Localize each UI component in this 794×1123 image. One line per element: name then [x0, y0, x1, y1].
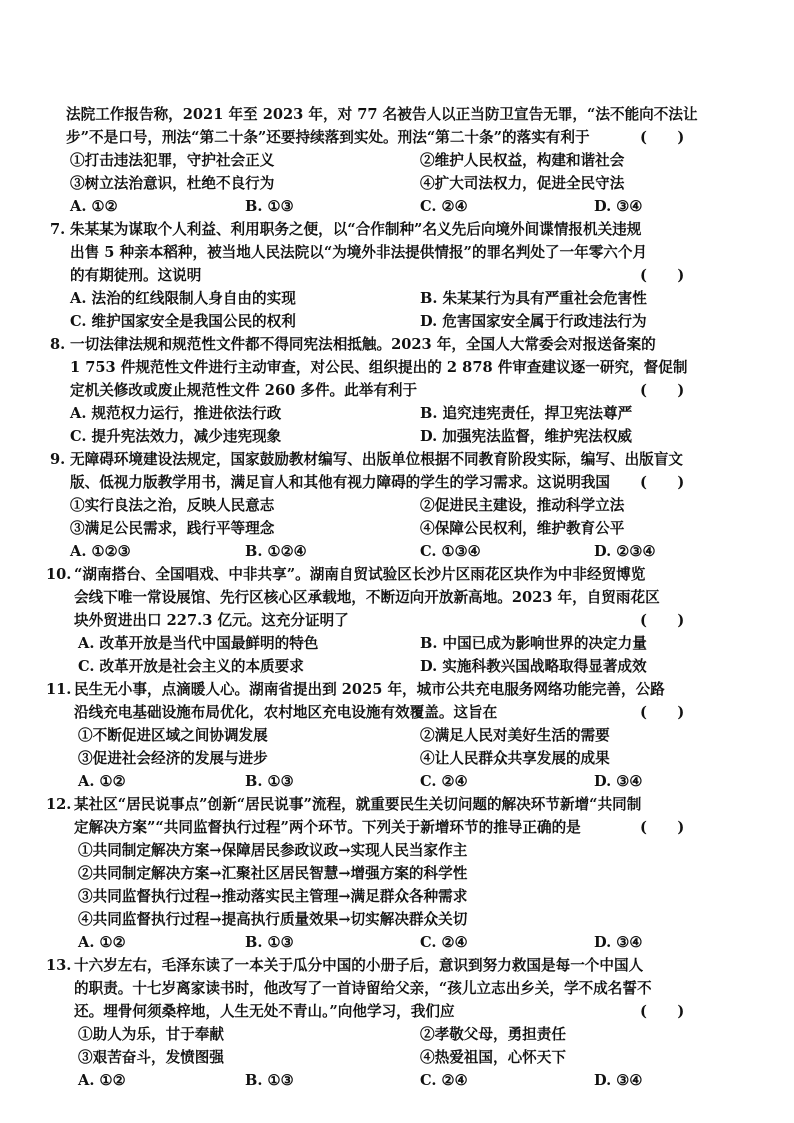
q12-item-4: ④共同监督执行过程→提高执行质量效果→切实解决群众关切 [78, 911, 468, 928]
q12-answer-paren: ( ) [640, 819, 685, 836]
q7-line-1: 朱某某为谋取个人利益、利用职务之便，以“合作制种”名义先后向境外间谍情报机关违规 [70, 221, 642, 238]
q13-number: 13. [46, 957, 72, 974]
q10-option-c: C. 改革开放是社会主义的本质要求 [78, 658, 304, 675]
q10-option-b: B. 中国已成为影响世界的决定力量 [420, 635, 647, 652]
q8-line-2: 1 753 件规范性文件进行主动审查，对公民、组织提出的 2 878 件审查建议逐一研究，督促制 [70, 359, 688, 376]
q7-option-c: C. 维护国家安全是我国公民的权利 [70, 313, 296, 330]
q12-line-1: 某社区“居民说事点”创新“居民说事”流程，就重要民生关切问题的解决环节新增“共同制 [74, 796, 642, 813]
q12-choice-b: B. ①③ [245, 934, 294, 951]
q9-line-1: 无障碍环境建设法规定，国家鼓励教材编写、出版单位根据不同教育阶段实际，编写、出版盲文 [70, 451, 683, 468]
q13-answer-paren: ( ) [640, 1003, 685, 1020]
q9-item-4: ④保障公民权利，维护教育公平 [420, 520, 625, 537]
q10-line-1: “湖南搭台、全国唱戏、中非共享”。湖南自贸试验区长沙片区雨花区块作为中非经贸博览 [74, 566, 646, 583]
q13-choice-b: B. ①③ [245, 1072, 294, 1089]
q12-item-3: ③共同监督执行过程→推动落实民主管理→满足群众各种需求 [78, 888, 468, 905]
q11-line-2: 沿线充电基础设施布局优化，农村地区充电设施有效覆盖。这旨在 [74, 704, 498, 721]
q11-item-4: ④让人民群众共享发展的成果 [420, 750, 610, 767]
q10-line-2: 会线下唯一常设展馆、先行区核心区承载地，不断迈向开放新高地。2023 年，自贸雨花区 [74, 589, 660, 606]
q12-item-2: ②共同制定解决方案→汇聚社区居民智慧→增强方案的科学性 [78, 865, 468, 882]
q8-line-1: 一切法律法规和规范性文件都不得同宪法相抵触。2023 年，全国人大常委会对报送备案的 [70, 336, 656, 353]
q11-item-3: ③促进社会经济的发展与进步 [78, 750, 268, 767]
q10-option-d: D. 实施科教兴国战略取得显著成效 [420, 658, 647, 675]
q9-item-2: ②促进民主建设，推动科学立法 [420, 497, 625, 514]
q12-item-1: ①共同制定解决方案→保障居民参政议政→实现人民当家作主 [78, 842, 468, 859]
q12-line-2: 定解决方案”“共同监督执行过程”两个环节。下列关于新增环节的推导正确的是 [74, 819, 581, 836]
q11-item-1: ①不断促进区域之间协调发展 [78, 727, 268, 744]
q10-option-a: A. 改革开放是当代中国最鲜明的特色 [78, 635, 319, 652]
q9-choice-b: B. ①②④ [245, 543, 307, 560]
q13-item-1: ①助人为乐，甘于奉献 [78, 1026, 224, 1043]
q12-number: 12. [46, 796, 72, 813]
q6-item-2: ②维护人民权益，构建和谐社会 [420, 152, 625, 169]
q7-line-2: 出售 5 种亲本稻种，被当地人民法院以“为境外非法提供情报”的罪名判处了一年零六个月 [70, 244, 648, 261]
q13-item-4: ④热爱祖国，心怀天下 [420, 1049, 566, 1066]
q11-choice-c: C. ②④ [420, 773, 468, 790]
q11-item-2: ②满足人民对美好生活的需要 [420, 727, 610, 744]
q6-item-1: ①打击违法犯罪，守护社会正义 [70, 152, 275, 169]
q7-option-a: A. 法治的红线限制人身自由的实现 [70, 290, 296, 307]
q9-choice-d: D. ②③④ [594, 543, 656, 560]
q10-number: 10. [46, 566, 72, 583]
q9-item-1: ①实行良法之治，反映人民意志 [70, 497, 275, 514]
q9-choice-c: C. ①③④ [420, 543, 481, 560]
q13-item-2: ②孝敬父母，勇担责任 [420, 1026, 566, 1043]
q7-number: 7. [50, 221, 66, 238]
q13-line-3: 还。埋骨何须桑梓地，人生无处不青山。”向他学习，我们应 [74, 1003, 455, 1020]
q8-number: 8. [50, 336, 66, 353]
q6-answer-paren: ( ) [640, 129, 685, 146]
q13-line-1: 十六岁左右，毛泽东读了一本关于瓜分中国的小册子后，意识到努力救国是每一个中国人 [74, 957, 644, 974]
q11-choice-d: D. ③④ [594, 773, 643, 790]
q6-choice-b: B. ①③ [245, 198, 294, 215]
q9-choice-a: A. ①②③ [70, 543, 131, 560]
q7-option-b: B. 朱某某行为具有严重社会危害性 [420, 290, 647, 307]
q13-choice-a: A. ①② [78, 1072, 126, 1089]
q10-line-3: 块外贸进出口 227.3 亿元。这充分证明了 [74, 612, 349, 629]
q8-option-d: D. 加强宪法监督，维护宪法权威 [420, 428, 633, 445]
q6-line-1: 法院工作报告称，2021 年至 2023 年，对 77 名被告人以正当防卫宣告无罪，“法不能向不法让 [66, 106, 698, 123]
q11-line-1: 民生无小事，点滴暖人心。湖南省提出到 2025 年，城市公共充电服务网络功能完善，公路 [74, 681, 665, 698]
q8-option-c: C. 提升宪法效力，减少违宪现象 [70, 428, 282, 445]
q9-item-3: ③满足公民需求，践行平等理念 [70, 520, 275, 537]
q6-choice-c: C. ②④ [420, 198, 468, 215]
q8-line-3: 定机关修改或废止规范性文件 260 多件。此举有利于 [70, 382, 418, 399]
q8-answer-paren: ( ) [640, 382, 685, 399]
q9-number: 9. [50, 451, 66, 468]
q6-choice-d: D. ③④ [594, 198, 643, 215]
q11-choice-b: B. ①③ [245, 773, 294, 790]
q11-number: 11. [46, 681, 72, 698]
q6-item-4: ④扩大司法权力，促进全民守法 [420, 175, 625, 192]
q8-option-a: A. 规范权力运行，推进依法行政 [70, 405, 282, 422]
q13-choice-d: D. ③④ [594, 1072, 643, 1089]
q12-choice-c: C. ②④ [420, 934, 468, 951]
q6-line-2: 步”不是口号，刑法“第二十条”还要持续落到实处。刑法“第二十条”的落实有利于 [66, 129, 590, 146]
q13-item-3: ③艰苦奋斗，发愤图强 [78, 1049, 224, 1066]
q12-choice-a: A. ①② [78, 934, 126, 951]
q8-option-b: B. 追究违宪责任，捍卫宪法尊严 [420, 405, 633, 422]
q9-answer-paren: ( ) [640, 474, 685, 491]
q6-choice-a: A. ①② [70, 198, 118, 215]
q13-line-2: 的职责。十七岁离家读书时，他改写了一首诗留给父亲，“孩儿立志出乡关，学不成名誓不 [74, 980, 652, 997]
q10-answer-paren: ( ) [640, 612, 685, 629]
q12-choice-d: D. ③④ [594, 934, 643, 951]
q13-choice-c: C. ②④ [420, 1072, 468, 1089]
q7-option-d: D. 危害国家安全属于行政违法行为 [420, 313, 647, 330]
q11-choice-a: A. ①② [78, 773, 126, 790]
q7-answer-paren: ( ) [640, 267, 685, 284]
q6-item-3: ③树立法治意识，杜绝不良行为 [70, 175, 275, 192]
q11-answer-paren: ( ) [640, 704, 685, 721]
q7-line-3: 的有期徒刑。这说明 [70, 267, 202, 284]
q9-line-2: 版、低视力版教学用书，满足盲人和其他有视力障碍的学生的学习需求。这说明我国 [70, 474, 610, 491]
